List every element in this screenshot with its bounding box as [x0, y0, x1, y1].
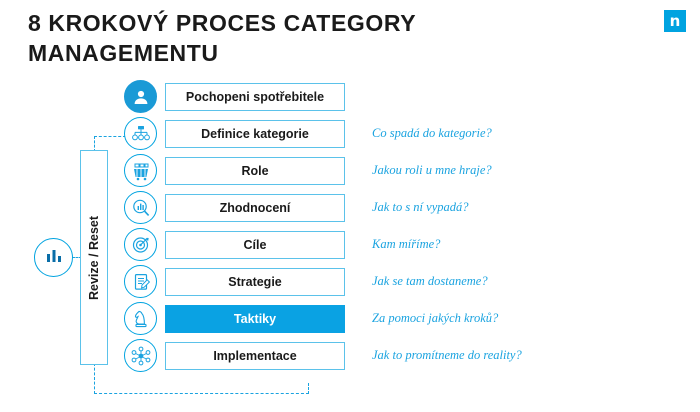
- step-label[interactable]: Cíle: [165, 231, 345, 259]
- process-step[interactable]: [124, 191, 469, 224]
- step-label[interactable]: Zhodnocení: [165, 194, 345, 222]
- process-step[interactable]: [124, 154, 492, 187]
- process-step[interactable]: [124, 265, 488, 298]
- magnifier-chart-icon: [130, 197, 152, 219]
- loop-connector-top-horizontal: [94, 136, 126, 137]
- brand-logo: [664, 10, 686, 32]
- document-icon: [130, 271, 152, 293]
- step-question: Jakou roli u mne hraje?: [372, 163, 492, 177]
- step-icon-wrap-4: [124, 191, 157, 224]
- performance-node: [34, 238, 73, 277]
- step-label[interactable]: Definice kategorie: [165, 120, 345, 148]
- step-icon-wrap-6: [124, 265, 157, 298]
- step-question: Co spadá do kategorie?: [372, 126, 492, 140]
- step-label[interactable]: Pochopeni spotřebitele: [165, 83, 345, 111]
- chess-knight-icon: [130, 308, 152, 330]
- category-tree-icon: [130, 123, 152, 145]
- brand-logo-glyph: n: [669, 11, 681, 30]
- step-label[interactable]: Implementace: [165, 342, 345, 370]
- step-icon-wrap-8: [124, 339, 157, 372]
- step-icon-wrap-3: [124, 154, 157, 187]
- step-question: Jak to promítneme do reality?: [372, 348, 522, 362]
- process-step[interactable]: [124, 302, 499, 335]
- step-icon-wrap-2: [124, 117, 157, 150]
- step-icon-wrap-5: [124, 228, 157, 261]
- loop-connector-bottom-vertical-right: [308, 383, 309, 394]
- network-people-icon: [130, 345, 152, 367]
- step-question: Kam míříme?: [372, 237, 441, 251]
- loop-connector-bottom-vertical-left: [94, 363, 95, 394]
- process-step[interactable]: [124, 228, 441, 261]
- step-question: Za pomoci jakých kroků?: [372, 311, 499, 325]
- process-step[interactable]: [124, 117, 492, 150]
- step-icon-wrap-1: [124, 80, 157, 113]
- step-icon-wrap-7: [124, 302, 157, 335]
- revize-reset-label-wrap: [80, 150, 108, 365]
- step-label[interactable]: Role: [165, 157, 345, 185]
- bar-chart-icon: [44, 245, 64, 270]
- page-title: 8 KROKOVÝ PROCES CATEGORY MANAGEMENTU: [28, 10, 416, 67]
- target-icon: [130, 234, 152, 256]
- loop-connector-bottom-horizontal: [94, 393, 309, 394]
- process-steps: [124, 80, 522, 376]
- process-step[interactable]: [124, 339, 522, 372]
- shopping-cart-icon: [130, 160, 152, 182]
- step-label[interactable]: Strategie: [165, 268, 345, 296]
- step-label[interactable]: Taktiky: [165, 305, 345, 333]
- step-question: Jak se tam dostaneme?: [372, 274, 488, 288]
- process-step[interactable]: [124, 80, 345, 113]
- person-icon: [131, 87, 151, 107]
- step-question: Jak to s ní vypadá?: [372, 200, 469, 214]
- revize-reset-label: Revize / Reset: [87, 215, 102, 300]
